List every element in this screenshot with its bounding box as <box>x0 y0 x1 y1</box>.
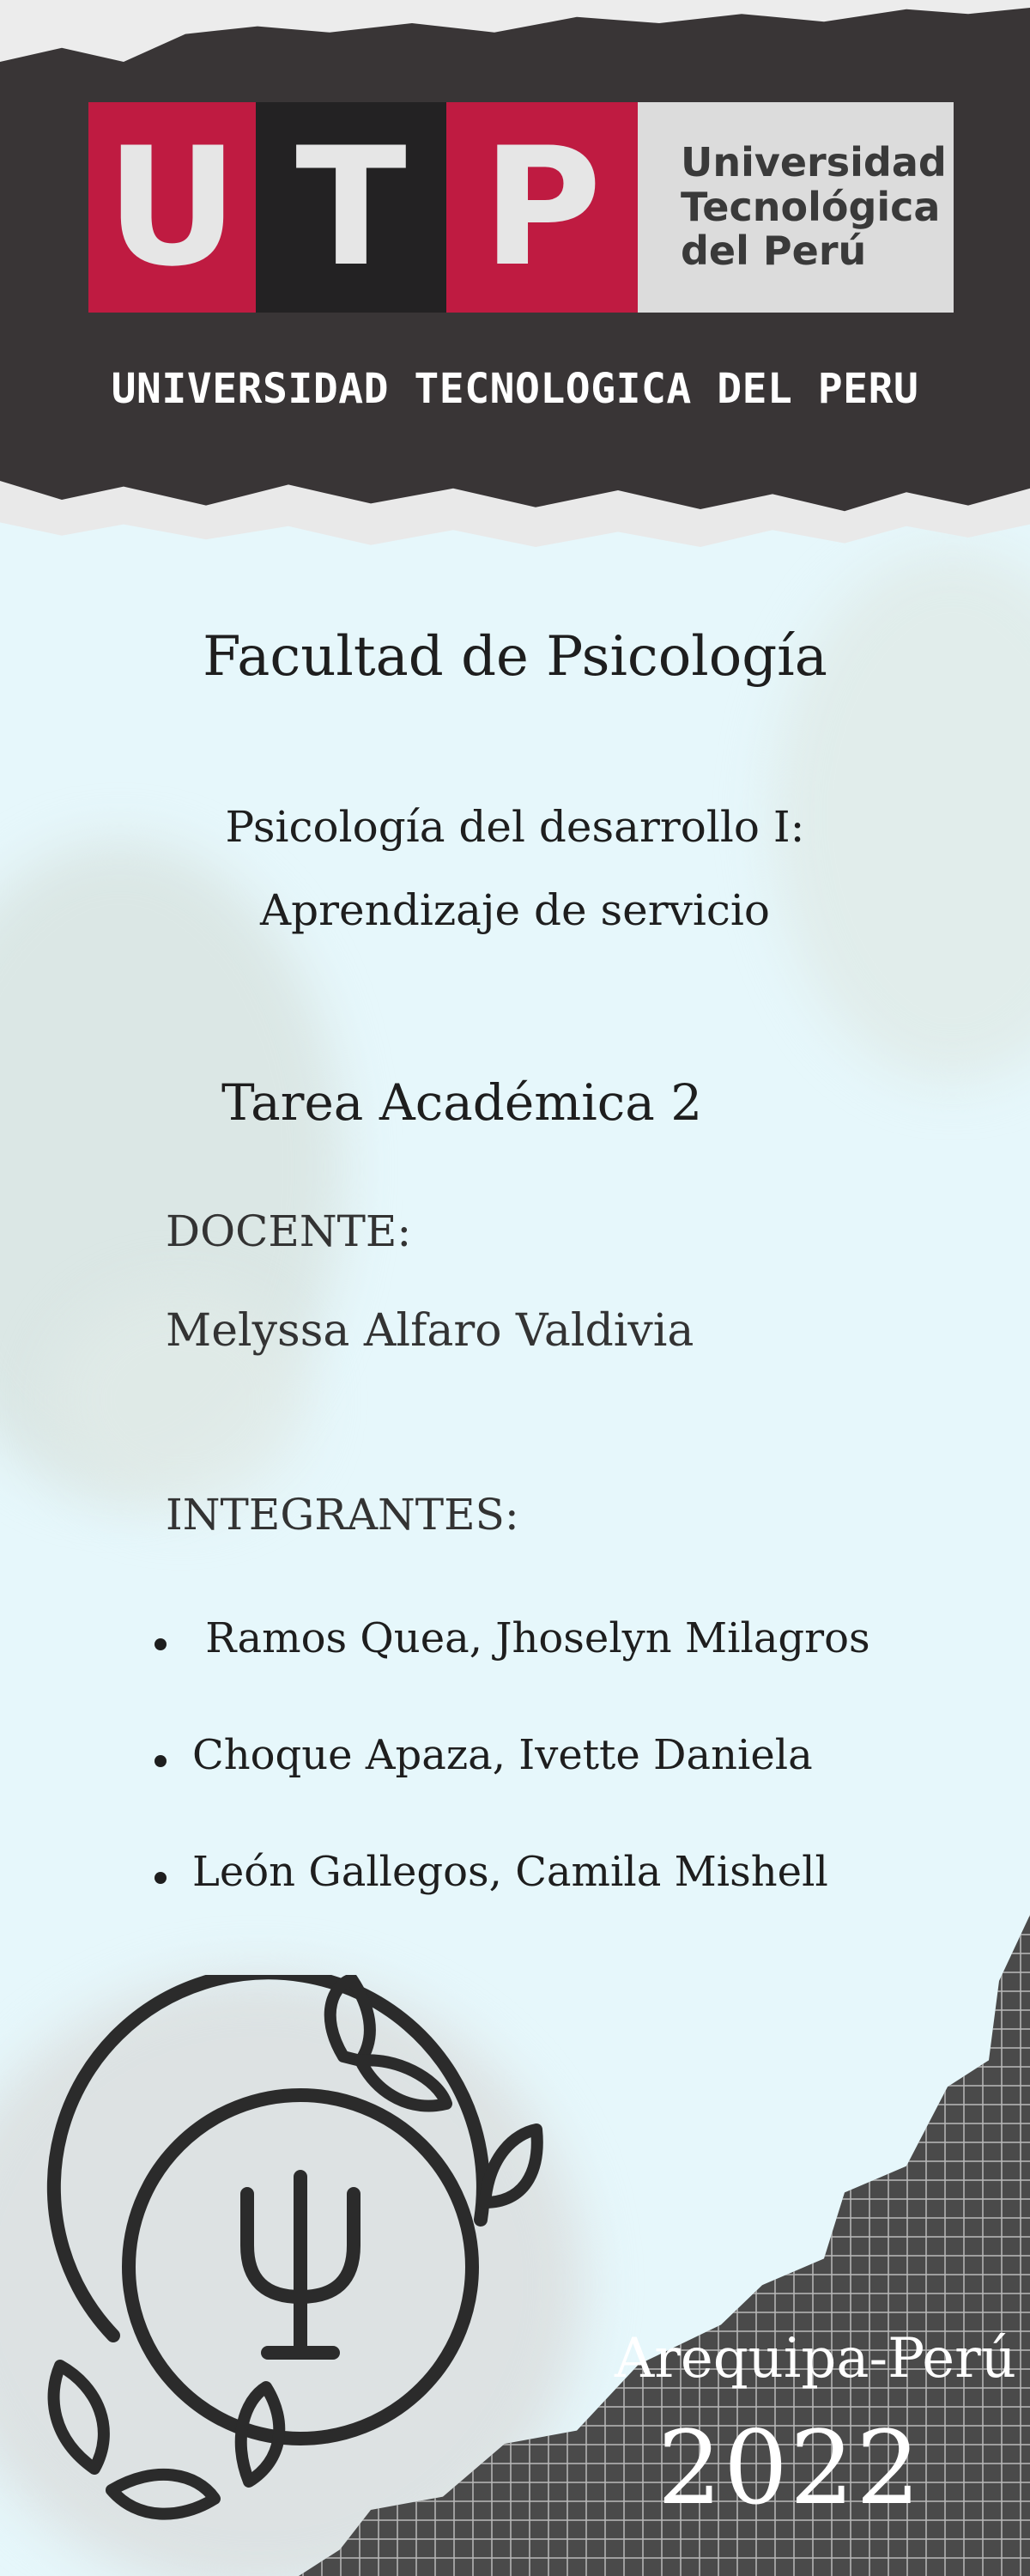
course-title-line-2: Aprendizaje de servicio <box>260 885 770 935</box>
logo-wordmark <box>638 102 954 313</box>
members-list <box>154 1614 870 1965</box>
member-name: Ramos Quea, Jhoselyn Milagros <box>192 1614 870 1662</box>
course-title <box>0 786 1030 952</box>
university-title: UNIVERSIDAD TECNOLOGICA DEL PERU <box>111 365 919 413</box>
bullet-dot-icon <box>154 1755 167 1767</box>
bullet-dot-icon <box>154 1872 167 1884</box>
members-label: INTEGRANTES: <box>166 1490 519 1540</box>
member-name: Choque Apaza, Ivette Daniela <box>192 1731 813 1779</box>
bullet-dot-icon <box>154 1638 167 1650</box>
logo-word-2: Tecnológica <box>681 183 941 230</box>
course-title-line-1: Psicología del desarrollo I: <box>225 802 805 852</box>
teacher-label: DOCENTE: <box>166 1206 412 1256</box>
list-item <box>154 1731 870 1848</box>
logo-word-3: del Perú <box>681 228 867 275</box>
footer-year: 2022 <box>657 2409 923 2527</box>
psi-laurel-icon <box>34 1975 566 2524</box>
footer-city: Arequipa-Perú <box>615 2327 1016 2391</box>
list-item <box>154 1614 870 1731</box>
logo-word-1: Universidad <box>681 139 947 186</box>
list-item <box>154 1848 870 1965</box>
logo-letter-p: P <box>446 102 638 313</box>
utp-logo <box>88 102 954 313</box>
assignment-title: Tarea Académica 2 <box>221 1073 703 1132</box>
teacher-name: Melyssa Alfaro Valdivia <box>166 1305 694 1357</box>
member-name: León Gallegos, Camila Mishell <box>192 1848 828 1896</box>
logo-letter-u: U <box>88 102 256 313</box>
faculty-title: Facultad de Psicología <box>203 625 827 689</box>
logo-letter-t: T <box>256 102 446 313</box>
